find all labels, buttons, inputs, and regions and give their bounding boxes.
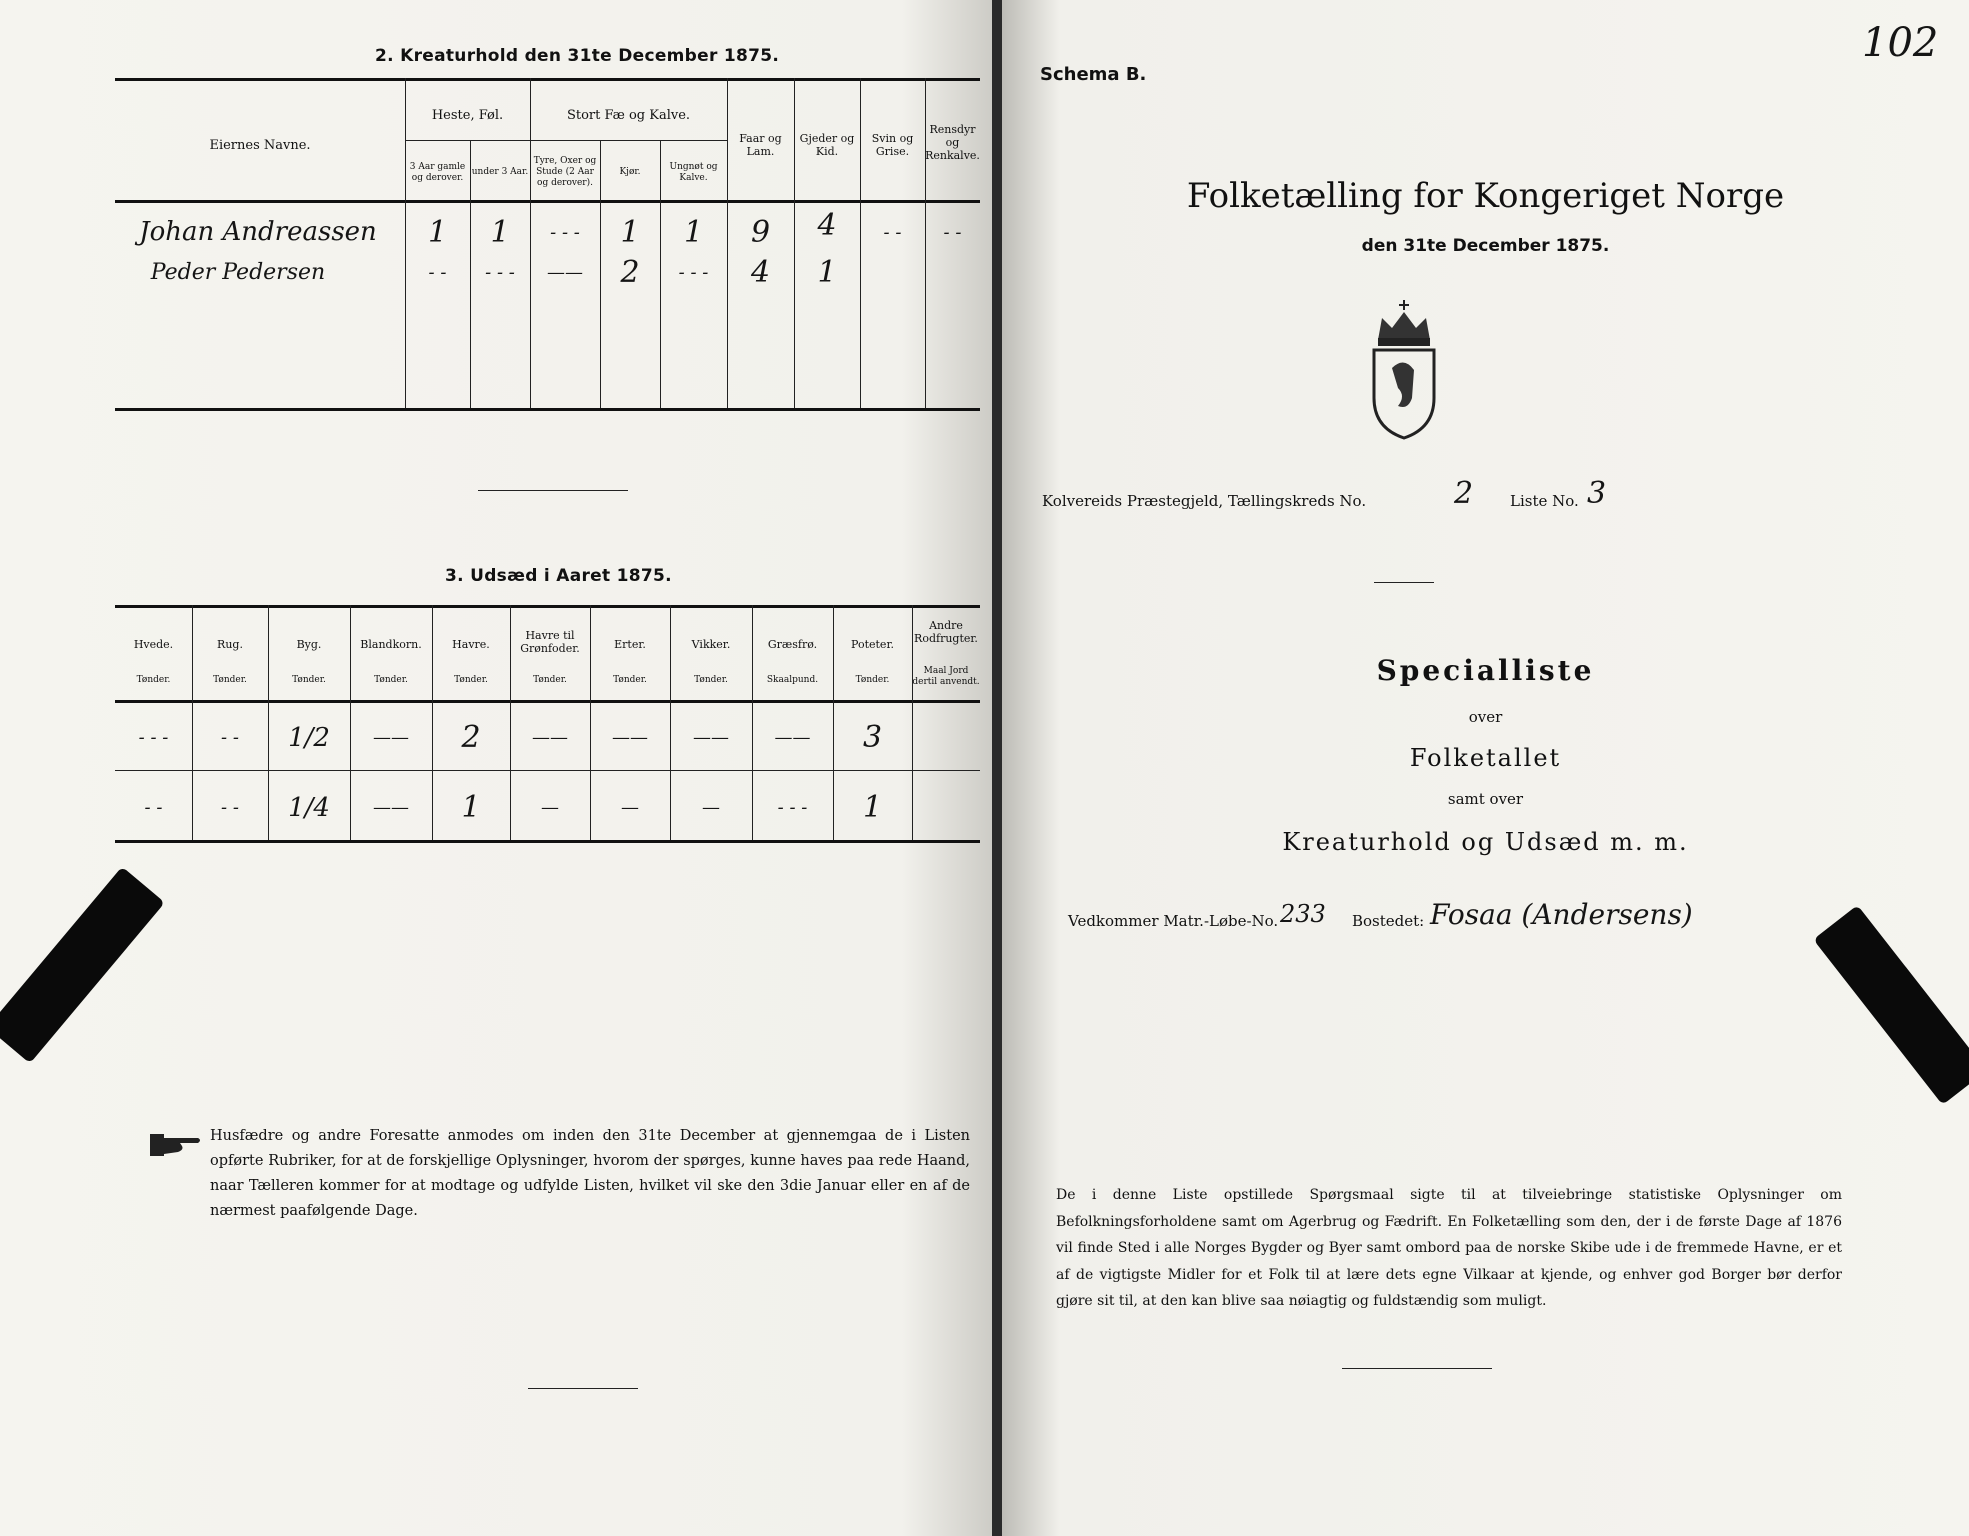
owner-name-row1: Johan Andreassen	[139, 217, 377, 247]
crop-cell: 1/2	[288, 722, 330, 753]
district-number: 2	[1454, 476, 1474, 511]
group-rule	[405, 140, 727, 141]
crop-cell: 1	[461, 790, 481, 825]
norwegian-coat-of-arms-icon	[1368, 298, 1440, 443]
pointing-hand-icon	[148, 1128, 204, 1160]
over-text: over	[1468, 708, 1503, 726]
matr-number: 233	[1280, 900, 1326, 928]
crop-unit: Tønder.	[694, 674, 728, 685]
kreaturhold-text: Kreaturhold og Udsæd m. m.	[1282, 828, 1689, 856]
section3-title: 3. Udsæd i Aaret 1875.	[445, 566, 672, 586]
page-clamp	[1813, 905, 1969, 1105]
table-cell: - -	[943, 221, 962, 243]
crop-unit: Tønder.	[613, 674, 647, 685]
main-subtitle: den 31te December 1875.	[1361, 236, 1610, 256]
crops-row-rule	[115, 770, 980, 771]
crop-cell: - -	[221, 797, 239, 818]
crop-header: Græsfrø.	[767, 637, 818, 651]
crop-cell: —	[541, 797, 559, 818]
crop-unit: Tønder.	[374, 674, 408, 685]
samt-over-text: samt over	[1447, 790, 1524, 808]
crop-unit: Maal Jord dertil anvendt.	[912, 666, 980, 687]
matr-label: Vedkommer Matr.-Løbe-No.	[1068, 912, 1279, 930]
col-horses-under3: under 3 Aar.	[471, 167, 529, 177]
crop-cell: ——	[373, 727, 409, 748]
schema-label: Schema B.	[1040, 64, 1147, 85]
table-bottom-rule	[115, 408, 980, 411]
group-cattle: Stort Fæ og Kalve.	[566, 107, 691, 123]
col-pigs: Svin og Grise.	[871, 132, 914, 158]
crop-unit: Tønder.	[855, 674, 890, 685]
right-page	[1002, 0, 1969, 1536]
crop-unit: Tønder.	[454, 674, 488, 685]
crop-cell: - -	[221, 727, 239, 748]
table-cell: 4	[817, 207, 837, 243]
crop-cell: ——	[612, 727, 648, 748]
page-clamp	[0, 867, 165, 1064]
table-header-rule	[115, 200, 980, 203]
table-cell: 1	[683, 214, 704, 250]
crops-header-rule	[115, 700, 980, 703]
table-cell: - -	[883, 221, 902, 243]
page-number: 102	[1862, 20, 1939, 66]
crop-cell	[912, 785, 980, 830]
col-sheep: Faar og Lam.	[739, 132, 782, 158]
crop-cell: ——	[693, 727, 729, 748]
crop-header: Rug.	[217, 637, 243, 651]
table-cell: 1	[620, 214, 640, 250]
list-number: 3	[1587, 476, 1607, 511]
col-goats: Gjeder og Kid.	[799, 132, 855, 158]
crop-cell: —	[621, 797, 639, 818]
col-reindeer: Rensdyr og Renkalve.	[925, 123, 980, 162]
col-horses-3yr: 3 Aar gamle og derover.	[409, 161, 466, 183]
crop-header: Havre.	[452, 637, 490, 651]
notice-text: Husfædre og andre Foresatte anmodes om inden den 31te December at gjennemgaa de i Listen opførte Rubriker, for at de forskjellige Oplysninger, hvorom der spørges, kunne haves paa rede Haand, naar Tælleren kommer for at modtage og udfylde Listen, hvilket vil ske den 3die Januar eller en af de nærmest paafølgende Dage.	[210, 1128, 970, 1219]
crop-header: Erter.	[614, 637, 646, 651]
bosted-value: Fosaa (Andersens)	[1430, 898, 1693, 931]
crop-header: Havre til Grønfoder.	[520, 629, 580, 655]
crop-cell: 3	[862, 720, 883, 755]
crop-header: Poteter.	[851, 637, 894, 651]
col-bulls: Tyre, Oxer og Stude (2 Aar og derover).	[533, 156, 597, 188]
table-cell: 1	[817, 254, 837, 290]
table-cell: - - -	[485, 261, 515, 283]
crop-cell: - - -	[138, 727, 169, 748]
crop-cell: - - -	[777, 797, 808, 818]
table-top-rule	[115, 78, 980, 81]
crop-header: Andre Rodfrugter.	[914, 619, 978, 645]
table-cell: 9	[750, 214, 771, 250]
table-cell	[925, 252, 980, 292]
table-cell: 1	[427, 214, 448, 250]
crop-cell	[912, 715, 980, 760]
specialliste-heading: Specialliste	[1376, 654, 1595, 687]
crop-header: Hvede.	[133, 637, 174, 651]
crop-cell: 1	[862, 790, 883, 825]
crops-top-rule	[115, 605, 980, 608]
parish-label: Kolvereids Præstegjeld, Tællingskreds No.	[1042, 492, 1367, 510]
group-horses: Heste, Føl.	[431, 107, 504, 123]
folketallet-text: Folketallet	[1409, 744, 1562, 772]
crop-cell: 1/4	[288, 792, 330, 823]
divider-rule	[1374, 582, 1434, 583]
bosted-label: Bostedet:	[1352, 912, 1425, 930]
divider-rule	[528, 1388, 638, 1389]
table-cell: - - -	[678, 261, 709, 283]
owner-name-row2: Peder Pedersen	[150, 259, 326, 285]
table-cell: - -	[428, 261, 447, 283]
crop-unit: Tønder.	[136, 674, 171, 685]
crop-cell: ——	[774, 727, 811, 748]
table-cell	[860, 252, 925, 292]
table-cell: 2	[620, 254, 640, 290]
section2-title: 2. Kreaturhold den 31te December 1875.	[375, 46, 780, 66]
crop-cell: ——	[532, 727, 568, 748]
col-young-cattle: Ungnøt og Kalve.	[669, 161, 718, 183]
crop-unit: Tønder.	[533, 674, 567, 685]
crop-unit: Tønder.	[292, 674, 326, 685]
col-cows: Kjør.	[619, 167, 641, 177]
crop-unit: Skaalpund.	[766, 674, 819, 685]
divider-rule	[478, 490, 628, 491]
table-cell: 1	[490, 214, 510, 250]
crop-header: Vikker.	[691, 637, 731, 651]
main-title: Folketælling for Kongeriget Norge	[1186, 176, 1785, 216]
crop-unit: Tønder.	[213, 674, 247, 685]
list-label: Liste No.	[1510, 492, 1579, 510]
crop-header: Byg.	[296, 637, 322, 651]
crop-cell: ——	[373, 797, 409, 818]
table-cell: 4	[750, 254, 771, 290]
owner-header: Eiernes Navne.	[209, 137, 311, 153]
table-cell: - - -	[550, 221, 580, 243]
intro-paragraph: De i denne Liste opstillede Spørgsmaal sigte til at tilveiebringe statistiske Oplysninger om Befolkningsforholdene samt om Agerbrug og Fædrift. En Folketælling som den, der i de første Dage af 1876 vil finde Sted i alle Norges Bygder og Byer samt ombord paa de norske Skibe ude i de fremmede Havne, er et af de vigtigste Midler for et Folk til at lære dets egne Vilkaar at kjende, og enhver god Borger bør derfor gjøre sit til, at den kan blive saa nøiagtig og fuldstændig som muligt.	[1056, 1187, 1842, 1309]
divider-rule	[1342, 1368, 1492, 1369]
crop-header: Blandkorn.	[360, 637, 422, 651]
table-cell: ——	[547, 261, 583, 283]
crops-bottom-rule	[115, 840, 980, 843]
crop-cell: - -	[144, 797, 163, 818]
crop-cell: 2	[461, 720, 481, 755]
crop-cell: —	[702, 797, 720, 818]
